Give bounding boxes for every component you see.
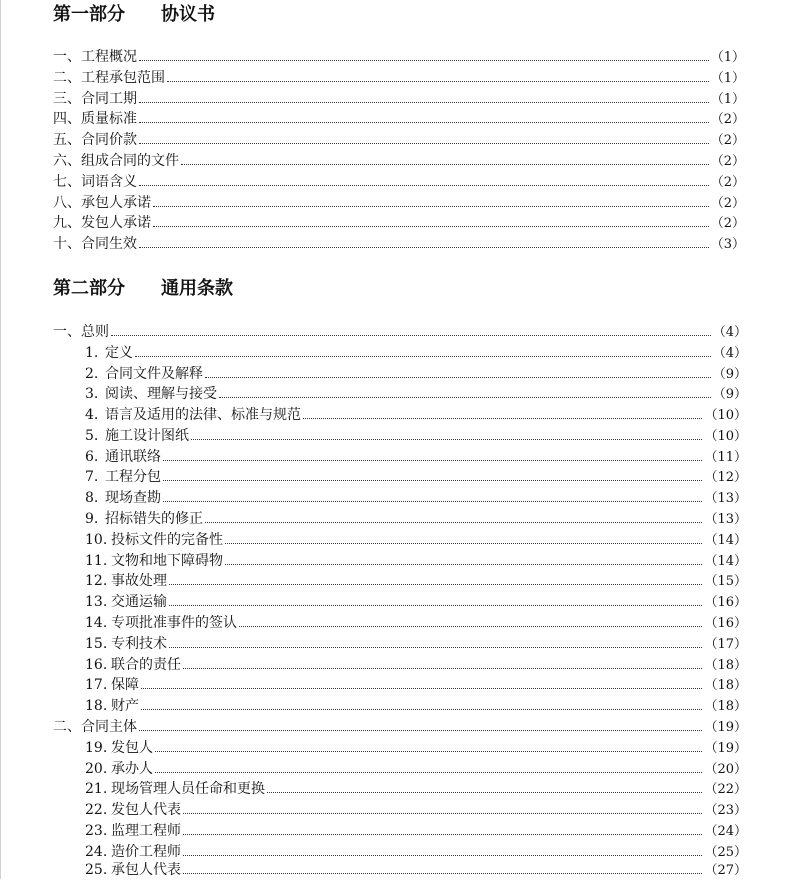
dot-leader bbox=[183, 668, 702, 669]
toc-entry-page: （10） bbox=[704, 429, 747, 444]
toc-entry[interactable] bbox=[53, 131, 745, 149]
toc-entry[interactable] bbox=[85, 822, 747, 840]
toc-entry-label: 语言及适用的法律、标准与规范 bbox=[105, 407, 301, 423]
toc-entry-page: （13） bbox=[704, 512, 747, 527]
toc-entry-page: （4） bbox=[712, 346, 747, 361]
toc-entry[interactable] bbox=[85, 635, 747, 653]
toc-section-page: （19） bbox=[704, 720, 747, 735]
toc-entry-page: （23） bbox=[704, 803, 747, 818]
toc-entry-label: 七、词语含义 bbox=[53, 174, 137, 190]
toc-entry[interactable] bbox=[85, 697, 747, 715]
toc-entry-label: 发包人 bbox=[111, 740, 153, 756]
dot-leader bbox=[169, 584, 702, 585]
dot-leader bbox=[153, 226, 709, 227]
toc-entry[interactable] bbox=[85, 843, 747, 861]
dot-leader bbox=[183, 813, 702, 814]
toc-entry-number: 15. bbox=[85, 636, 108, 652]
toc-entry[interactable] bbox=[85, 510, 747, 528]
toc-entry[interactable] bbox=[53, 214, 745, 232]
toc-entry-number: 9. bbox=[85, 511, 99, 527]
toc-entry-page: （2） bbox=[710, 112, 745, 127]
dot-leader bbox=[163, 460, 702, 461]
toc-entry[interactable] bbox=[85, 614, 747, 632]
toc-entry-number: 1. bbox=[85, 345, 99, 361]
toc-entry-number: 6. bbox=[85, 449, 99, 465]
dot-leader bbox=[163, 480, 702, 481]
toc-section-label: 二、合同主体 bbox=[53, 719, 137, 735]
toc-entry-number: 5. bbox=[85, 428, 99, 444]
dot-leader bbox=[183, 834, 702, 835]
toc-entry-page: （2） bbox=[710, 175, 745, 190]
toc-entry-number: 10. bbox=[85, 532, 108, 548]
toc-entry[interactable] bbox=[85, 760, 747, 778]
toc-entry[interactable] bbox=[85, 593, 747, 611]
toc-entry-page: （2） bbox=[710, 216, 745, 231]
dot-leader bbox=[219, 397, 711, 398]
toc-entry[interactable] bbox=[85, 385, 747, 403]
toc-entry-label: 投标文件的完备性 bbox=[111, 532, 223, 548]
toc-entry-label: 工程分包 bbox=[105, 469, 161, 485]
toc-entry-label: 造价工程师 bbox=[111, 844, 181, 860]
toc-entry-label: 财产 bbox=[111, 698, 139, 714]
dot-leader bbox=[303, 418, 702, 419]
toc-entry[interactable] bbox=[85, 468, 747, 486]
toc-entry-number: 21. bbox=[85, 781, 108, 797]
toc-entry-page: （11） bbox=[704, 450, 747, 465]
dot-leader bbox=[225, 543, 702, 544]
toc-entry-number: 12. bbox=[85, 573, 108, 589]
toc-section[interactable] bbox=[53, 323, 747, 341]
toc-entry-number: 4. bbox=[85, 407, 99, 423]
toc-entry-page: （10） bbox=[704, 408, 747, 423]
toc-entry[interactable] bbox=[53, 194, 745, 212]
toc-entry[interactable] bbox=[85, 531, 747, 549]
toc-entry[interactable] bbox=[53, 235, 745, 253]
toc-entry-label: 九、发包人承诺 bbox=[53, 215, 151, 231]
toc-entry-page: （14） bbox=[704, 533, 747, 548]
toc-entry-number: 19. bbox=[85, 740, 108, 756]
toc-entry-number: 2. bbox=[85, 366, 99, 382]
toc-entry-page: （9） bbox=[712, 367, 747, 382]
dot-leader bbox=[139, 60, 709, 61]
toc-entry-page: （18） bbox=[704, 678, 747, 693]
toc-entry[interactable] bbox=[85, 365, 747, 383]
toc-section-page: （4） bbox=[712, 325, 747, 340]
toc-entry-page: （2） bbox=[710, 133, 745, 148]
toc-entry[interactable] bbox=[85, 406, 747, 424]
dot-leader bbox=[155, 772, 702, 773]
toc-entry-number: 3. bbox=[85, 386, 99, 402]
toc-entry-label: 文物和地下障碍物 bbox=[111, 553, 223, 569]
toc-entry-label: 三、合同工期 bbox=[53, 91, 137, 107]
toc-entry-number: 18. bbox=[85, 698, 108, 714]
dot-leader bbox=[205, 522, 702, 523]
toc-entry-label: 承办人 bbox=[111, 761, 153, 777]
toc-entry-label: 一、工程概况 bbox=[53, 49, 137, 65]
toc-entry-page: （2） bbox=[710, 196, 745, 211]
toc-entry-page: （9） bbox=[712, 387, 747, 402]
toc-entry-number: 22. bbox=[85, 802, 108, 818]
toc-entry[interactable] bbox=[85, 572, 747, 590]
toc-entry-number: 25. bbox=[85, 862, 108, 878]
dot-leader bbox=[141, 688, 702, 689]
toc-entry-label: 八、承包人承诺 bbox=[53, 195, 151, 211]
dot-leader bbox=[169, 605, 702, 606]
dot-leader bbox=[205, 377, 711, 378]
toc-entry-label: 定义 bbox=[105, 345, 133, 361]
toc-entry-label: 五、合同价款 bbox=[53, 132, 137, 148]
toc-entry-label: 联合的责任 bbox=[111, 657, 181, 673]
part2-heading: 第二部分 通用条款 bbox=[53, 278, 233, 299]
dot-leader bbox=[155, 751, 702, 752]
toc-entry-page: （18） bbox=[704, 699, 747, 714]
dot-leader bbox=[139, 143, 709, 144]
toc-entry-number: 24. bbox=[85, 844, 108, 860]
toc-entry[interactable] bbox=[85, 489, 747, 507]
toc-entry-number: 17. bbox=[85, 677, 108, 693]
toc-section[interactable] bbox=[53, 718, 747, 736]
dot-leader bbox=[167, 81, 709, 82]
toc-entry-number: 14. bbox=[85, 615, 108, 631]
toc-entry[interactable] bbox=[85, 427, 747, 445]
toc-entry[interactable] bbox=[53, 152, 745, 170]
toc-entry-label: 十、合同生效 bbox=[53, 236, 137, 252]
toc-entry-page: （24） bbox=[704, 824, 747, 839]
toc-entry-label: 交通运输 bbox=[111, 594, 167, 610]
toc-entry[interactable] bbox=[53, 69, 745, 87]
toc-entry-page: （1） bbox=[710, 71, 745, 86]
toc-entry[interactable] bbox=[85, 801, 747, 819]
toc-entry-label: 现场管理人员任命和更换 bbox=[111, 781, 265, 797]
toc-entry-label: 通讯联络 bbox=[105, 449, 161, 465]
part1-heading: 第一部分 协议书 bbox=[53, 4, 215, 25]
dot-leader bbox=[139, 185, 709, 186]
toc-entry-page: （2） bbox=[710, 154, 745, 169]
toc-entry[interactable] bbox=[85, 552, 747, 570]
toc-entry-page: （1） bbox=[710, 50, 745, 65]
dot-leader bbox=[135, 356, 711, 357]
dot-leader bbox=[267, 792, 702, 793]
toc-entry-label: 现场查勘 bbox=[105, 490, 161, 506]
toc-entry[interactable] bbox=[85, 780, 747, 798]
toc-entry-page: （14） bbox=[704, 554, 747, 569]
toc-entry[interactable] bbox=[53, 173, 745, 191]
dot-leader bbox=[191, 439, 702, 440]
toc-entry[interactable] bbox=[85, 448, 747, 466]
toc-entry-number: 16. bbox=[85, 657, 108, 673]
toc-entry-page: （27） bbox=[704, 863, 747, 878]
toc-entry-page: （22） bbox=[704, 782, 747, 797]
toc-entry-label: 保障 bbox=[111, 677, 139, 693]
dot-leader bbox=[139, 122, 709, 123]
toc-entry-page: （16） bbox=[704, 595, 747, 610]
toc-entry-label: 发包人代表 bbox=[111, 802, 181, 818]
dot-leader bbox=[169, 647, 702, 648]
toc-entry-page: （20） bbox=[704, 762, 747, 777]
toc-entry-page: （3） bbox=[710, 237, 745, 252]
toc-entry-number: 13. bbox=[85, 594, 108, 610]
toc-entry[interactable] bbox=[53, 48, 745, 66]
toc-entry-label: 招标错失的修正 bbox=[105, 511, 203, 527]
dot-leader bbox=[225, 564, 702, 565]
toc-entry-number: 11. bbox=[85, 553, 108, 569]
dot-leader bbox=[183, 855, 702, 856]
dot-leader bbox=[139, 730, 702, 731]
toc-entry[interactable] bbox=[85, 344, 747, 362]
toc-entry-label: 合同文件及解释 bbox=[105, 366, 203, 382]
toc-entry-page: （15） bbox=[704, 574, 747, 589]
dot-leader bbox=[183, 873, 702, 874]
toc-entry[interactable] bbox=[85, 676, 747, 694]
toc-entry-label: 专利技术 bbox=[111, 636, 167, 652]
dot-leader bbox=[153, 206, 709, 207]
toc-entry-page: （13） bbox=[704, 491, 747, 506]
toc-entry-label: 二、工程承包范围 bbox=[53, 70, 165, 86]
toc-entry-page: （25） bbox=[704, 845, 747, 860]
toc-entry-label: 监理工程师 bbox=[111, 823, 181, 839]
dot-leader bbox=[111, 335, 711, 336]
toc-entry-label: 事故处理 bbox=[111, 573, 167, 589]
toc-entry-page: （1） bbox=[710, 92, 745, 107]
toc-entry-page: （18） bbox=[704, 658, 747, 673]
toc-entry-label: 施工设计图纸 bbox=[105, 428, 189, 444]
toc-entry-page: （19） bbox=[704, 741, 747, 756]
toc-entry[interactable] bbox=[53, 110, 745, 128]
dot-leader bbox=[139, 102, 709, 103]
dot-leader bbox=[139, 247, 709, 248]
toc-entry-label: 六、组成合同的文件 bbox=[53, 153, 179, 169]
toc-entry-label: 承包人代表 bbox=[111, 862, 181, 878]
dot-leader bbox=[239, 626, 702, 627]
toc-entry[interactable] bbox=[85, 656, 747, 674]
toc-entry-number: 7. bbox=[85, 469, 99, 485]
toc-entry-number: 8. bbox=[85, 490, 99, 506]
toc-entry-number: 20. bbox=[85, 761, 108, 777]
toc-entry-page: （12） bbox=[704, 470, 747, 485]
toc-entry[interactable] bbox=[85, 739, 747, 757]
toc-entry-label: 阅读、理解与接受 bbox=[105, 386, 217, 402]
toc-entry-label: 专项批准事件的签认 bbox=[111, 615, 237, 631]
toc-entry[interactable] bbox=[53, 90, 745, 108]
toc-entry-page: （17） bbox=[704, 637, 747, 652]
dot-leader bbox=[181, 164, 709, 165]
toc-entry-label: 四、质量标准 bbox=[53, 111, 137, 127]
toc-entry-number: 23. bbox=[85, 823, 108, 839]
dot-leader bbox=[141, 709, 702, 710]
toc-entry[interactable] bbox=[85, 861, 747, 879]
dot-leader bbox=[163, 501, 702, 502]
toc-section-label: 一、总则 bbox=[53, 324, 109, 340]
toc-entry-page: （16） bbox=[704, 616, 747, 631]
